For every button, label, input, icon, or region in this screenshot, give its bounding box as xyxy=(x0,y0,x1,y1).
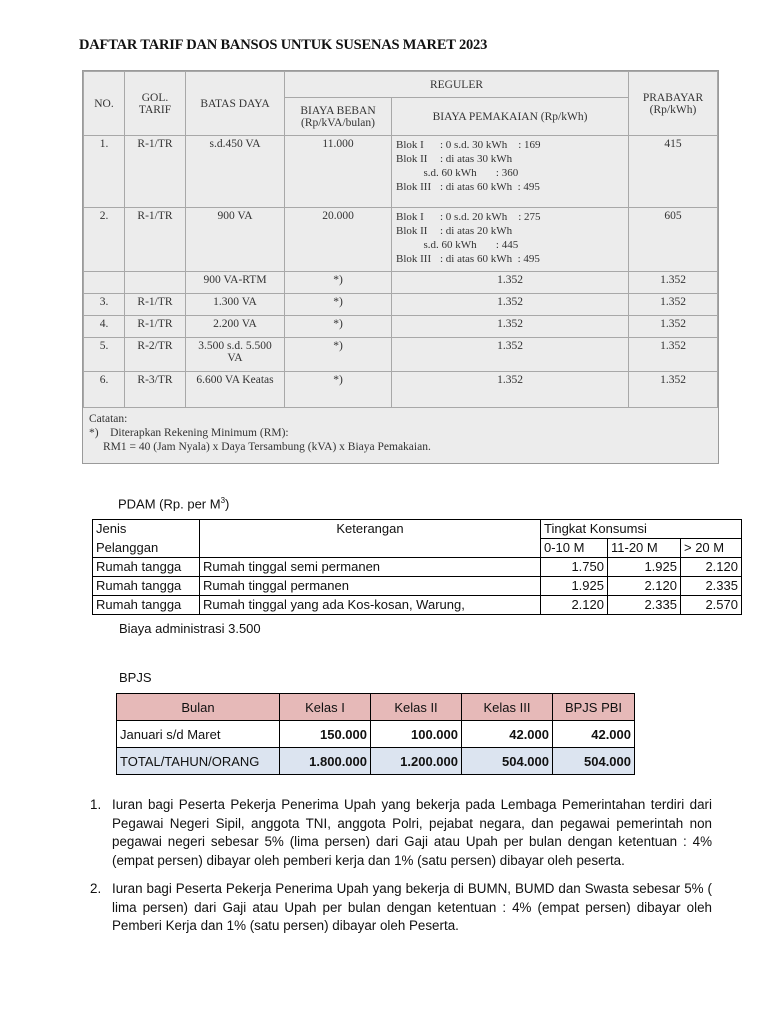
header-batas: BATAS DAYA xyxy=(186,72,285,136)
cell-pemakaian: 1.352 xyxy=(392,316,629,338)
cell-no: 2. xyxy=(84,208,125,272)
cell-prabayar: 1.352 xyxy=(629,338,718,372)
cell-prabayar: 1.352 xyxy=(629,294,718,316)
cell-batas: 1.300 VA xyxy=(186,294,285,316)
cell-prabayar: 1.352 xyxy=(629,316,718,338)
cell-pemakaian: 1.352 xyxy=(392,372,629,408)
cell-pemakaian-blok xyxy=(392,136,629,208)
cell-value: 150.000 xyxy=(280,721,371,748)
blok-line: Blok I : 0 s.d. 20 kWh : 275 xyxy=(396,211,541,223)
header-reguler: REGULER xyxy=(285,72,629,98)
list-number: 2. xyxy=(90,881,102,896)
table-row xyxy=(93,558,742,577)
table-row xyxy=(93,577,742,596)
cell-beban: 11.000 xyxy=(285,136,392,208)
header-col: > 20 M xyxy=(681,539,742,558)
header-gol: GOL. TARIF xyxy=(125,72,186,136)
cell-value: 1.750 xyxy=(541,558,608,577)
pdam-caption-sup: 3 xyxy=(220,496,226,505)
table-row xyxy=(84,316,718,338)
header-no: NO. xyxy=(84,72,125,136)
header-col: 11-20 M xyxy=(608,539,681,558)
table-row-total xyxy=(117,748,635,775)
header-col: 0-10 M xyxy=(541,539,608,558)
cell-gol: R-2/TR xyxy=(125,338,186,372)
page-title: DAFTAR TARIF DAN BANSOS UNTUK SUSENAS MARET 2023 xyxy=(79,37,488,53)
cell-batas: 3.500 s.d. 5.500 VA xyxy=(186,338,285,372)
cell-gol: R-1/TR xyxy=(125,294,186,316)
cell-beban: *) xyxy=(285,372,392,408)
header-pemakaian: BIAYA PEMAKAIAN (Rp/kWh) xyxy=(392,98,629,136)
cell-no xyxy=(84,272,125,294)
header-keterangan: Keterangan xyxy=(200,520,541,558)
cell-no: 3. xyxy=(84,294,125,316)
cell-value: 1.925 xyxy=(608,558,681,577)
cell-beban: *) xyxy=(285,316,392,338)
cell-value: 2.335 xyxy=(681,577,742,596)
header-col: Kelas II xyxy=(371,694,462,721)
cell-beban: *) xyxy=(285,338,392,372)
cell-label: TOTAL/TAHUN/ORANG xyxy=(117,748,280,775)
cell-value: 42.000 xyxy=(462,721,553,748)
cell-value: 42.000 xyxy=(553,721,635,748)
table-row xyxy=(84,272,718,294)
pln-table xyxy=(83,71,718,408)
cell-value: 2.570 xyxy=(681,596,742,615)
pdam-admin-fee: Biaya administrasi 3.500 xyxy=(119,621,261,636)
notes-line: RM1 = 40 (Jam Nyala) x Daya Tersambung (kVA) x Biaya Pemakaian. xyxy=(103,441,431,453)
table-row xyxy=(84,208,718,272)
pdam-caption-text: PDAM (Rp. per M xyxy=(118,496,221,512)
list-item xyxy=(90,796,712,870)
table-row xyxy=(84,294,718,316)
cell-ket: Rumah tinggal yang ada Kos-kosan, Warung, xyxy=(200,596,541,615)
list-item xyxy=(90,880,712,936)
cell-no: 4. xyxy=(84,316,125,338)
header-pelanggan: Pelanggan xyxy=(93,539,200,558)
cell-prabayar: 1.352 xyxy=(629,372,718,408)
header-tingkat: Tingkat Konsumsi xyxy=(541,520,742,539)
table-row xyxy=(84,372,718,408)
table-header-row xyxy=(117,694,635,721)
cell-prabayar: 415 xyxy=(629,136,718,208)
cell-value: 1.200.000 xyxy=(371,748,462,775)
cell-value: 2.120 xyxy=(608,577,681,596)
header-col: BPJS PBI xyxy=(553,694,635,721)
blok-line: s.d. 60 kWh : 360 xyxy=(396,167,519,179)
cell-value: 1.800.000 xyxy=(280,748,371,775)
cell-gol: R-1/TR xyxy=(125,136,186,208)
header-jenis: Jenis xyxy=(93,520,200,539)
cell-no: 5. xyxy=(84,338,125,372)
notes-line: *) Diterapkan Rekening Minimum (RM): xyxy=(89,427,289,439)
cell-value: 504.000 xyxy=(553,748,635,775)
list-number: 1. xyxy=(90,797,102,812)
cell-value: 1.925 xyxy=(541,577,608,596)
cell-jenis: Rumah tangga xyxy=(93,596,200,615)
cell-gol: R-3/TR xyxy=(125,372,186,408)
cell-ket: Rumah tinggal permanen xyxy=(200,577,541,596)
pln-tariff-table xyxy=(82,70,719,464)
blok-line: s.d. 60 kWh : 445 xyxy=(396,239,519,251)
cell-pemakaian: 1.352 xyxy=(392,294,629,316)
list-text: Iuran bagi Peserta Pekerja Penerima Upah yang bekerja di BUMN, BUMD dan Swasta sebesar 5% ( lima persen) dari Gaji atau Upah per bulan dengan ketentuan : 4% (empat persen) dibayar oleh Pemberi Kerja dan 1% (satu persen) dibayar oleh Peserta. xyxy=(112,881,712,933)
blok-line: Blok II : di atas 20 kWh xyxy=(396,225,513,237)
notes-label: Catatan: xyxy=(89,413,128,425)
blok-line: Blok I : 0 s.d. 30 kWh : 169 xyxy=(396,139,541,151)
cell-value: 2.120 xyxy=(541,596,608,615)
table-row xyxy=(93,596,742,615)
cell-beban: *) xyxy=(285,272,392,294)
cell-beban: 20.000 xyxy=(285,208,392,272)
header-col: Kelas III xyxy=(462,694,553,721)
header-bulan: Bulan xyxy=(117,694,280,721)
blok-line: Blok II : di atas 30 kWh xyxy=(396,153,513,165)
cell-no: 1. xyxy=(84,136,125,208)
table-row xyxy=(117,721,635,748)
cell-gol: R-1/TR xyxy=(125,316,186,338)
table-row xyxy=(84,136,718,208)
notes-list xyxy=(90,796,712,946)
list-text: Iuran bagi Peserta Pekerja Penerima Upah yang bekerja pada Lembaga Pemerintahan terdiri dari Pegawai Negeri Sipil, anggota TNI, anggota Polri, pejabat negara, dan pegawai pemerintah non pegawai negeri sebesar 5% (lima persen) dari Gaji atau Upah per bulan dengan ketentuan : 4% (empat persen) dibayar oleh pemberi kerja dan 1% (satu persen) dibayar oleh peserta. xyxy=(112,797,712,868)
pdam-caption-end: ) xyxy=(225,496,230,512)
bpjs-caption: BPJS xyxy=(119,670,152,685)
cell-beban: *) xyxy=(285,294,392,316)
pln-notes xyxy=(83,408,718,458)
header-beban: BIAYA BEBAN (Rp/kVA/bulan) xyxy=(285,98,392,136)
cell-batas: 2.200 VA xyxy=(186,316,285,338)
cell-pemakaian: 1.352 xyxy=(392,272,629,294)
header-prabayar: PRABAYAR (Rp/kWh) xyxy=(629,72,718,136)
cell-gol xyxy=(125,272,186,294)
cell-pemakaian-blok xyxy=(392,208,629,272)
bpjs-table xyxy=(116,693,635,775)
header-col: Kelas I xyxy=(280,694,371,721)
cell-label: Januari s/d Maret xyxy=(117,721,280,748)
pdam-table xyxy=(92,519,742,615)
blok-line: Blok III : di atas 60 kWh : 495 xyxy=(396,253,540,265)
cell-no: 6. xyxy=(84,372,125,408)
cell-value: 504.000 xyxy=(462,748,553,775)
cell-jenis: Rumah tangga xyxy=(93,558,200,577)
blok-line: Blok III : di atas 60 kWh : 495 xyxy=(396,181,540,193)
cell-jenis: Rumah tangga xyxy=(93,577,200,596)
cell-gol: R-1/TR xyxy=(125,208,186,272)
pdam-caption xyxy=(118,496,229,511)
cell-ket: Rumah tinggal semi permanen xyxy=(200,558,541,577)
cell-value: 100.000 xyxy=(371,721,462,748)
cell-value: 2.335 xyxy=(608,596,681,615)
cell-value: 2.120 xyxy=(681,558,742,577)
cell-batas: s.d.450 VA xyxy=(186,136,285,208)
cell-pemakaian: 1.352 xyxy=(392,338,629,372)
cell-batas: 900 VA-RTM xyxy=(186,272,285,294)
table-row xyxy=(84,338,718,372)
cell-batas: 6.600 VA Keatas xyxy=(186,372,285,408)
cell-batas: 900 VA xyxy=(186,208,285,272)
cell-prabayar: 605 xyxy=(629,208,718,272)
cell-prabayar: 1.352 xyxy=(629,272,718,294)
